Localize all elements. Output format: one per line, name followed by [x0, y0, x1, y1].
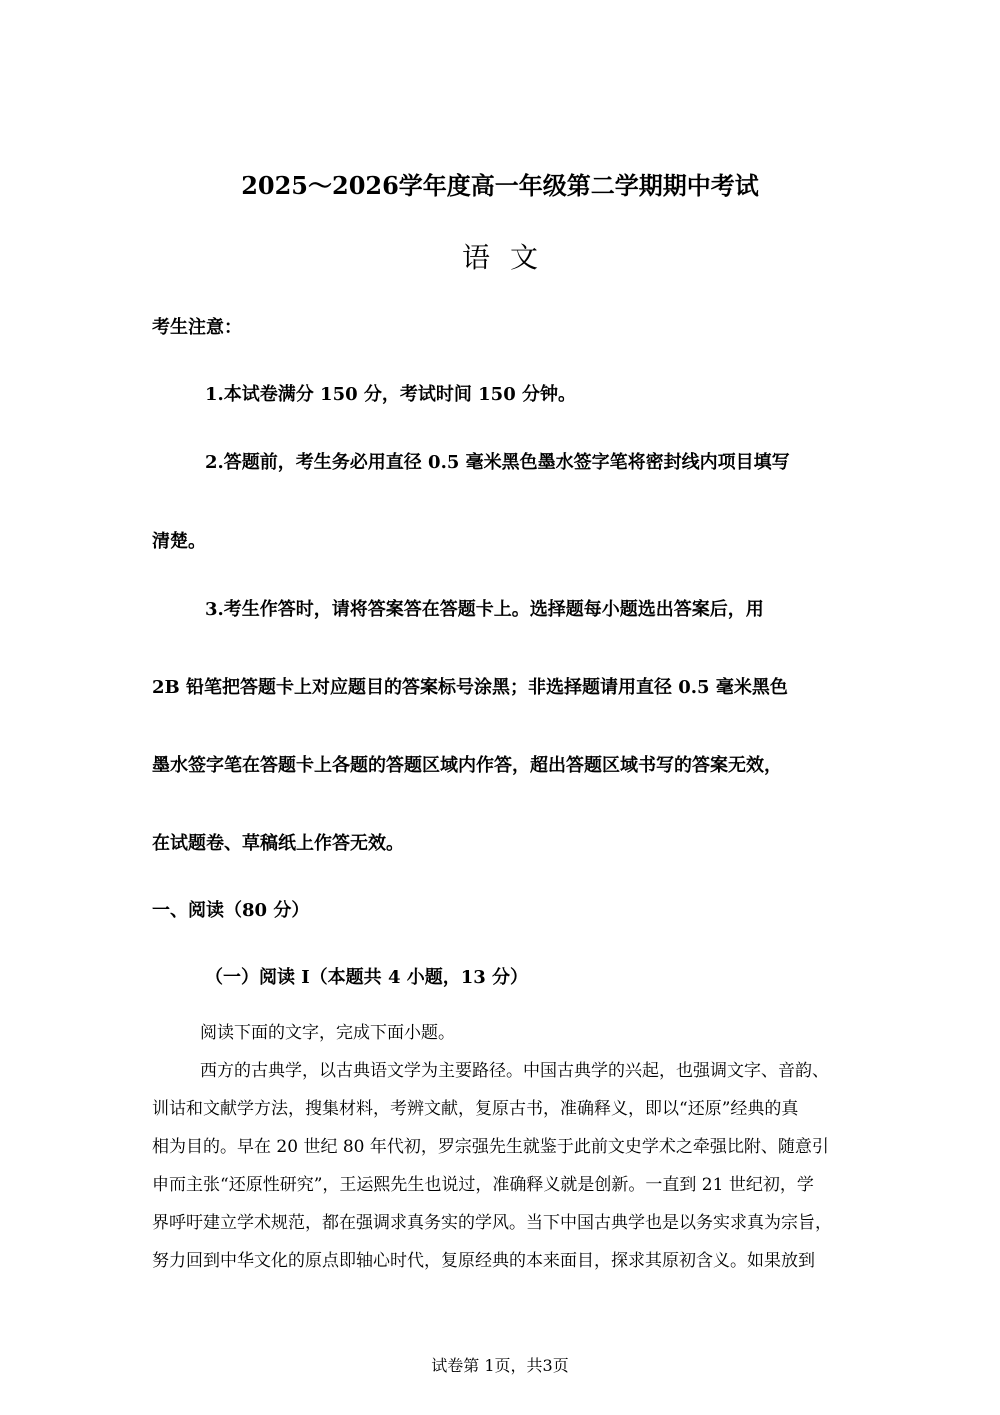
passage-line: 申而主张“还原性研究”，王运熙先生也说过，准确释义就是创新。一直到 21 世纪初，学 [152, 1175, 814, 1195]
notice-item-1: 1.本试卷满分 150 分，考试时间 150 分钟。 [205, 384, 577, 405]
exam-title: 2025～2026学年度高一年级第二学期期中考试 [241, 171, 759, 200]
subsection-heading: （一）阅读 I（本题共 4 小题，13 分） [205, 967, 529, 988]
notice-item-3-line-3: 墨水签字笔在答题卡上各题的答题区域内作答，超出答题区域书写的答案无效， [152, 755, 782, 776]
notice-item-3-line-4: 在试题卷、草稿纸上作答无效。 [152, 833, 404, 854]
reading-instruction: 阅读下面的文字，完成下面小题。 [200, 1023, 455, 1043]
notice-item-3-line-2: 2B 铅笔把答题卡上对应题目的答案标号涂黑；非选择题请用直径 0.5 毫米黑色 [152, 677, 788, 698]
notice-item-3-line-1: 3.考生作答时，请将答案答在答题卡上。选择题每小题选出答案后，用 [205, 599, 764, 620]
notice-heading: 考生注意： [152, 317, 242, 338]
section-heading: 一、阅读（80 分） [152, 900, 310, 921]
passage-line: 界呼吁建立学术规范，都在强调求真务实的学风。当下中国古典学也是以务实求真为宗旨， [152, 1213, 832, 1233]
notice-item-2-line-1: 2.答题前，考生务必用直径 0.5 毫米黑色墨水签字笔将密封线内项目填写 [205, 452, 790, 473]
passage-line: 训诂和文献学方法，搜集材料，考辨文献，复原古书，准确释义，即以“还原”经典的真 [152, 1099, 799, 1119]
notice-item-2-line-2: 清楚。 [152, 531, 206, 552]
page-footer: 试卷第 1页，共3页 [431, 1356, 569, 1375]
passage-line: 西方的古典学，以古典语文学为主要路径。中国古典学的兴起，也强调文字、音韵、 [200, 1061, 829, 1081]
passage-line: 努力回到中华文化的原点即轴心时代，复原经典的本来面目，探求其原初含义。如果放到 [152, 1251, 815, 1271]
subject-title: 语文 [461, 241, 558, 274]
passage-line: 相为目的。早在 20 世纪 80 年代初，罗宗强先生就鉴于此前文史学术之牵强比附、随意引 [152, 1137, 829, 1157]
